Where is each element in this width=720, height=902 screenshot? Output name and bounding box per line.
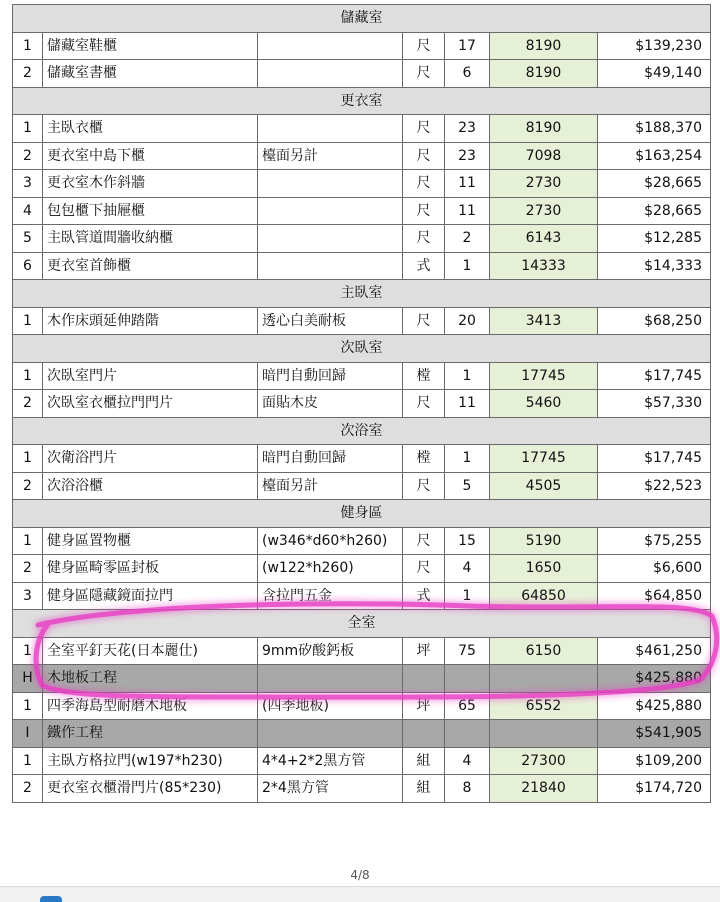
item-name: 主臥管道間牆收納櫃 xyxy=(43,225,258,253)
item-index: 1 xyxy=(13,362,43,390)
category-row xyxy=(13,665,711,693)
item-index: 2 xyxy=(13,775,43,803)
item-total: $28,665 xyxy=(598,197,711,225)
item-unit-price: 8190 xyxy=(490,32,598,60)
item-name: 儲藏室鞋櫃 xyxy=(43,32,258,60)
table-row xyxy=(13,142,711,170)
item-unit-price: 21840 xyxy=(490,775,598,803)
item-index: 4 xyxy=(13,197,43,225)
quotation-table-body xyxy=(13,5,711,803)
item-unit: 尺 xyxy=(403,472,445,500)
item-unit-price: 8190 xyxy=(490,115,598,143)
section-title: 主臥室 xyxy=(13,280,711,308)
item-name: 次浴浴櫃 xyxy=(43,472,258,500)
item-unit-price: 1650 xyxy=(490,555,598,583)
item-unit-price: 64850 xyxy=(490,582,598,610)
table-row xyxy=(13,307,711,335)
section-title: 更衣室 xyxy=(13,87,711,115)
section-header-row xyxy=(13,500,711,528)
table-row xyxy=(13,445,711,473)
item-index: 1 xyxy=(13,747,43,775)
section-header-row xyxy=(13,610,711,638)
item-unit-price xyxy=(490,665,598,693)
item-total: $425,880 xyxy=(598,665,711,693)
item-unit: 尺 xyxy=(403,390,445,418)
item-total: $64,850 xyxy=(598,582,711,610)
table-row xyxy=(13,115,711,143)
item-note: (四季地板) xyxy=(258,692,403,720)
item-index: 1 xyxy=(13,692,43,720)
item-index: 2 xyxy=(13,472,43,500)
item-quantity: 20 xyxy=(445,307,490,335)
item-quantity: 4 xyxy=(445,555,490,583)
item-quantity xyxy=(445,665,490,693)
section-title: 健身區 xyxy=(13,500,711,528)
item-note: 檯面另計 xyxy=(258,472,403,500)
item-unit: 尺 xyxy=(403,60,445,88)
item-unit: 尺 xyxy=(403,115,445,143)
table-row xyxy=(13,637,711,665)
table-row xyxy=(13,362,711,390)
table-row xyxy=(13,555,711,583)
item-note: (w122*h260) xyxy=(258,555,403,583)
item-index: I xyxy=(13,720,43,748)
item-total: $461,250 xyxy=(598,637,711,665)
item-unit-price: 3413 xyxy=(490,307,598,335)
item-name: 更衣室木作斜牆 xyxy=(43,170,258,198)
item-name: 木作床頭延伸踏階 xyxy=(43,307,258,335)
item-name: 次臥室門片 xyxy=(43,362,258,390)
item-quantity: 1 xyxy=(445,252,490,280)
item-quantity: 5 xyxy=(445,472,490,500)
item-unit: 尺 xyxy=(403,142,445,170)
item-quantity: 8 xyxy=(445,775,490,803)
item-total: $109,200 xyxy=(598,747,711,775)
table-row xyxy=(13,252,711,280)
item-name: 次衛浴門片 xyxy=(43,445,258,473)
item-unit: 尺 xyxy=(403,197,445,225)
item-note xyxy=(258,60,403,88)
section-header-row xyxy=(13,417,711,445)
item-index: 3 xyxy=(13,170,43,198)
item-quantity: 6 xyxy=(445,60,490,88)
item-unit: 組 xyxy=(403,775,445,803)
item-total: $12,285 xyxy=(598,225,711,253)
item-name: 更衣室首飾櫃 xyxy=(43,252,258,280)
item-quantity xyxy=(445,720,490,748)
item-unit-price: 27300 xyxy=(490,747,598,775)
item-quantity: 17 xyxy=(445,32,490,60)
item-name: 全室平釘天花(日本麗仕) xyxy=(43,637,258,665)
item-total: $6,600 xyxy=(598,555,711,583)
item-unit: 式 xyxy=(403,582,445,610)
item-total: $57,330 xyxy=(598,390,711,418)
item-index: 1 xyxy=(13,445,43,473)
item-total: $425,880 xyxy=(598,692,711,720)
item-unit: 尺 xyxy=(403,170,445,198)
item-unit-price: 4505 xyxy=(490,472,598,500)
item-quantity: 65 xyxy=(445,692,490,720)
table-row xyxy=(13,582,711,610)
page-indicator: 4/8 xyxy=(350,868,370,882)
table-row xyxy=(13,32,711,60)
item-note: (w346*d60*h260) xyxy=(258,527,403,555)
item-unit: 式 xyxy=(403,252,445,280)
item-index: 6 xyxy=(13,252,43,280)
table-row xyxy=(13,747,711,775)
category-row xyxy=(13,720,711,748)
item-name: 更衣室中島下櫃 xyxy=(43,142,258,170)
item-index: 2 xyxy=(13,60,43,88)
item-index: 5 xyxy=(13,225,43,253)
item-name: 四季海島型耐磨木地板 xyxy=(43,692,258,720)
item-unit: 坪 xyxy=(403,692,445,720)
table-row xyxy=(13,60,711,88)
item-unit-price: 8190 xyxy=(490,60,598,88)
item-quantity: 11 xyxy=(445,390,490,418)
item-unit-price: 2730 xyxy=(490,170,598,198)
item-unit-price: 6150 xyxy=(490,637,598,665)
item-unit-price: 5460 xyxy=(490,390,598,418)
item-unit: 尺 xyxy=(403,527,445,555)
item-unit: 尺 xyxy=(403,225,445,253)
item-name: 主臥方格拉門(w197*h230) xyxy=(43,747,258,775)
item-unit: 樘 xyxy=(403,445,445,473)
table-row xyxy=(13,775,711,803)
item-name: 次臥室衣櫃拉門門片 xyxy=(43,390,258,418)
table-row xyxy=(13,527,711,555)
table-row xyxy=(13,197,711,225)
item-quantity: 1 xyxy=(445,362,490,390)
item-index: 1 xyxy=(13,527,43,555)
item-name: 健身區畸零區封板 xyxy=(43,555,258,583)
item-total: $75,255 xyxy=(598,527,711,555)
item-name: 包包櫃下抽屜櫃 xyxy=(43,197,258,225)
item-unit: 組 xyxy=(403,747,445,775)
section-title: 次臥室 xyxy=(13,335,711,363)
section-header-row xyxy=(13,87,711,115)
item-note: 4*4+2*2黑方管 xyxy=(258,747,403,775)
item-quantity: 1 xyxy=(445,582,490,610)
item-note xyxy=(258,665,403,693)
item-note xyxy=(258,197,403,225)
item-index: H xyxy=(13,665,43,693)
section-header-row xyxy=(13,5,711,33)
item-note xyxy=(258,720,403,748)
item-quantity: 2 xyxy=(445,225,490,253)
item-total: $163,254 xyxy=(598,142,711,170)
table-row xyxy=(13,472,711,500)
item-unit: 樘 xyxy=(403,362,445,390)
item-unit: 尺 xyxy=(403,32,445,60)
item-total: $22,523 xyxy=(598,472,711,500)
item-unit-price: 5190 xyxy=(490,527,598,555)
item-note xyxy=(258,252,403,280)
item-quantity: 1 xyxy=(445,445,490,473)
table-row xyxy=(13,170,711,198)
item-unit-price xyxy=(490,720,598,748)
item-index: 2 xyxy=(13,142,43,170)
item-unit-price: 6552 xyxy=(490,692,598,720)
item-unit-price: 7098 xyxy=(490,142,598,170)
item-total: $14,333 xyxy=(598,252,711,280)
item-name: 更衣室衣櫃滑門片(85*230) xyxy=(43,775,258,803)
item-note xyxy=(258,170,403,198)
item-note: 2*4黑方管 xyxy=(258,775,403,803)
item-index: 1 xyxy=(13,637,43,665)
item-index: 1 xyxy=(13,307,43,335)
item-index: 3 xyxy=(13,582,43,610)
item-unit: 坪 xyxy=(403,637,445,665)
item-quantity: 23 xyxy=(445,142,490,170)
item-total: $17,745 xyxy=(598,445,711,473)
item-unit xyxy=(403,720,445,748)
item-note: 面貼木皮 xyxy=(258,390,403,418)
item-quantity: 15 xyxy=(445,527,490,555)
table-row xyxy=(13,390,711,418)
item-note: 暗門自動回歸 xyxy=(258,445,403,473)
quotation-table xyxy=(12,4,711,803)
item-index: 1 xyxy=(13,32,43,60)
item-note: 含拉門五金 xyxy=(258,582,403,610)
item-total: $541,905 xyxy=(598,720,711,748)
item-note: 透心白美耐板 xyxy=(258,307,403,335)
item-total: $49,140 xyxy=(598,60,711,88)
item-quantity: 4 xyxy=(445,747,490,775)
section-title: 儲藏室 xyxy=(13,5,711,33)
toolbar-tab-icon[interactable] xyxy=(40,896,62,902)
item-name: 健身區置物櫃 xyxy=(43,527,258,555)
item-index: 2 xyxy=(13,555,43,583)
table-row xyxy=(13,692,711,720)
item-name: 木地板工程 xyxy=(43,665,258,693)
item-note: 暗門自動回歸 xyxy=(258,362,403,390)
item-unit-price: 2730 xyxy=(490,197,598,225)
item-unit-price: 6143 xyxy=(490,225,598,253)
table-row xyxy=(13,225,711,253)
section-title: 次浴室 xyxy=(13,417,711,445)
item-quantity: 11 xyxy=(445,197,490,225)
item-quantity: 11 xyxy=(445,170,490,198)
item-note: 9mm矽酸鈣板 xyxy=(258,637,403,665)
item-name: 主臥衣櫃 xyxy=(43,115,258,143)
bottom-toolbar[interactable] xyxy=(0,886,720,902)
item-total: $188,370 xyxy=(598,115,711,143)
item-note: 檯面另計 xyxy=(258,142,403,170)
item-note xyxy=(258,32,403,60)
item-note xyxy=(258,225,403,253)
item-total: $28,665 xyxy=(598,170,711,198)
item-unit: 尺 xyxy=(403,307,445,335)
item-unit xyxy=(403,665,445,693)
section-header-row xyxy=(13,335,711,363)
item-quantity: 75 xyxy=(445,637,490,665)
item-unit-price: 17745 xyxy=(490,445,598,473)
item-unit-price: 14333 xyxy=(490,252,598,280)
item-index: 2 xyxy=(13,390,43,418)
item-index: 1 xyxy=(13,115,43,143)
item-quantity: 23 xyxy=(445,115,490,143)
item-name: 儲藏室書櫃 xyxy=(43,60,258,88)
item-unit-price: 17745 xyxy=(490,362,598,390)
item-total: $139,230 xyxy=(598,32,711,60)
item-total: $174,720 xyxy=(598,775,711,803)
item-note xyxy=(258,115,403,143)
item-name: 鐵作工程 xyxy=(43,720,258,748)
item-total: $68,250 xyxy=(598,307,711,335)
item-unit: 尺 xyxy=(403,555,445,583)
item-total: $17,745 xyxy=(598,362,711,390)
section-header-row xyxy=(13,280,711,308)
section-title: 全室 xyxy=(13,610,711,638)
item-name: 健身區隱藏鏡面拉門 xyxy=(43,582,258,610)
